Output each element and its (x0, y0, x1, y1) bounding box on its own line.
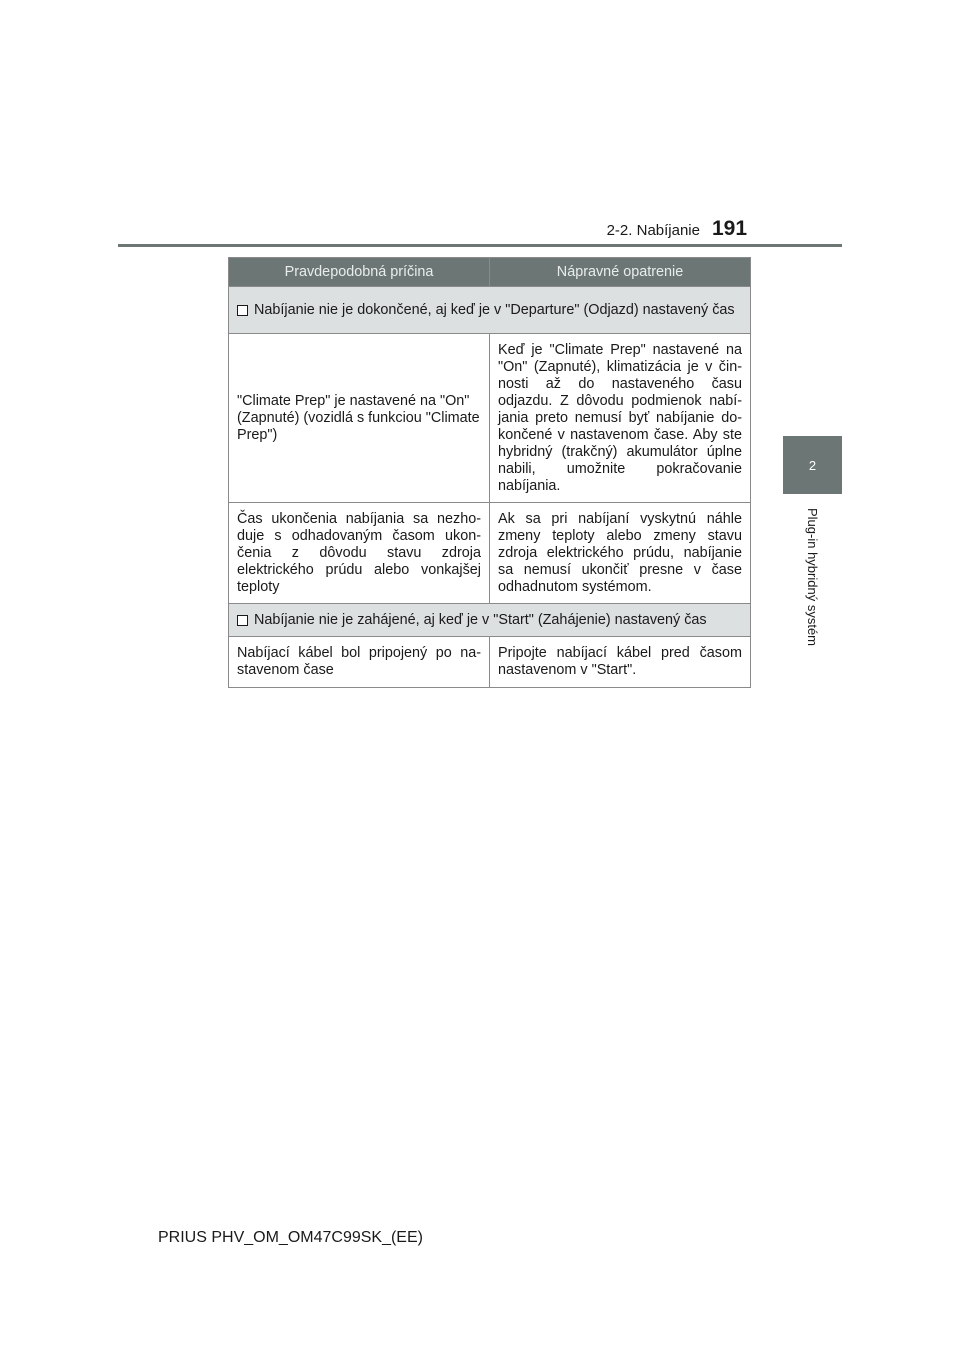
troubleshooting-table (228, 257, 751, 688)
column-header-cause: Pravdepodobná príčina (229, 258, 490, 287)
group-heading-text: Nabíjanie nie je dokončené, aj keď je v "Departure" (Odjazd) nastavený čas (254, 301, 735, 318)
table-header-row (229, 258, 751, 287)
cause-cell: "Climate Prep" je nastavené na "On" (Zapnuté) (vozidlá s funkciou "Climate Prep") (229, 334, 490, 503)
chapter-number: 2 (808, 457, 817, 473)
section-title: 2-2. Nabíjanie (606, 222, 700, 239)
remedy-cell: Ak sa pri nabíjaní vyskytnú náhle zmeny teploty alebo zmeny stavu zdroja elektrického prúdu, nabíjanie sa nemusí ukončiť presne v čase odhadnutom systémom. (490, 503, 751, 604)
remedy-cell: Pripojte nabíjací kábel pred časom nastavenom v "Start". (490, 637, 751, 688)
remedy-cell: Keď je "Climate Prep" nastavené na "On" (Zapnuté), klimatizácia je v čin-nosti až do nastaveného času odjazdu. Z dôvodu podmienok nabí-jania preto nemusí byť nabíjanie do-končené v nastavenom čase. Aby ste hybridný (trakčný) akumulátor úplne nabili, umožnite pokračovanie nabíjania. (490, 334, 751, 503)
group-heading-text: Nabíjanie nie je zahájené, aj keď je v "Start" (Zahájenie) nastavený čas (254, 611, 707, 628)
checkbox-icon (237, 305, 248, 316)
column-header-remedy: Nápravné opatrenie (490, 258, 751, 287)
header-divider (118, 244, 842, 247)
table-row (229, 334, 751, 503)
cause-cell: Čas ukončenia nabíjania sa nezho-duje s odhadovaným časom ukon-čenia z dôvodu stavu zdroja elektrického prúdu alebo vonkajšej teploty (229, 503, 490, 604)
table-group-heading (229, 287, 751, 334)
checkbox-icon (237, 615, 248, 626)
table-row (229, 503, 751, 604)
table-group-heading (229, 604, 751, 637)
page-number: 191 (712, 217, 748, 240)
cause-cell: Nabíjací kábel bol pripojený po na-stavenom čase (229, 637, 490, 688)
chapter-label: Plug-in hybridný systém (805, 508, 820, 646)
document-id: PRIUS PHV_OM_OM47C99SK_(EE) (158, 1229, 423, 1246)
chapter-tab (783, 436, 842, 494)
table-row (229, 637, 751, 688)
